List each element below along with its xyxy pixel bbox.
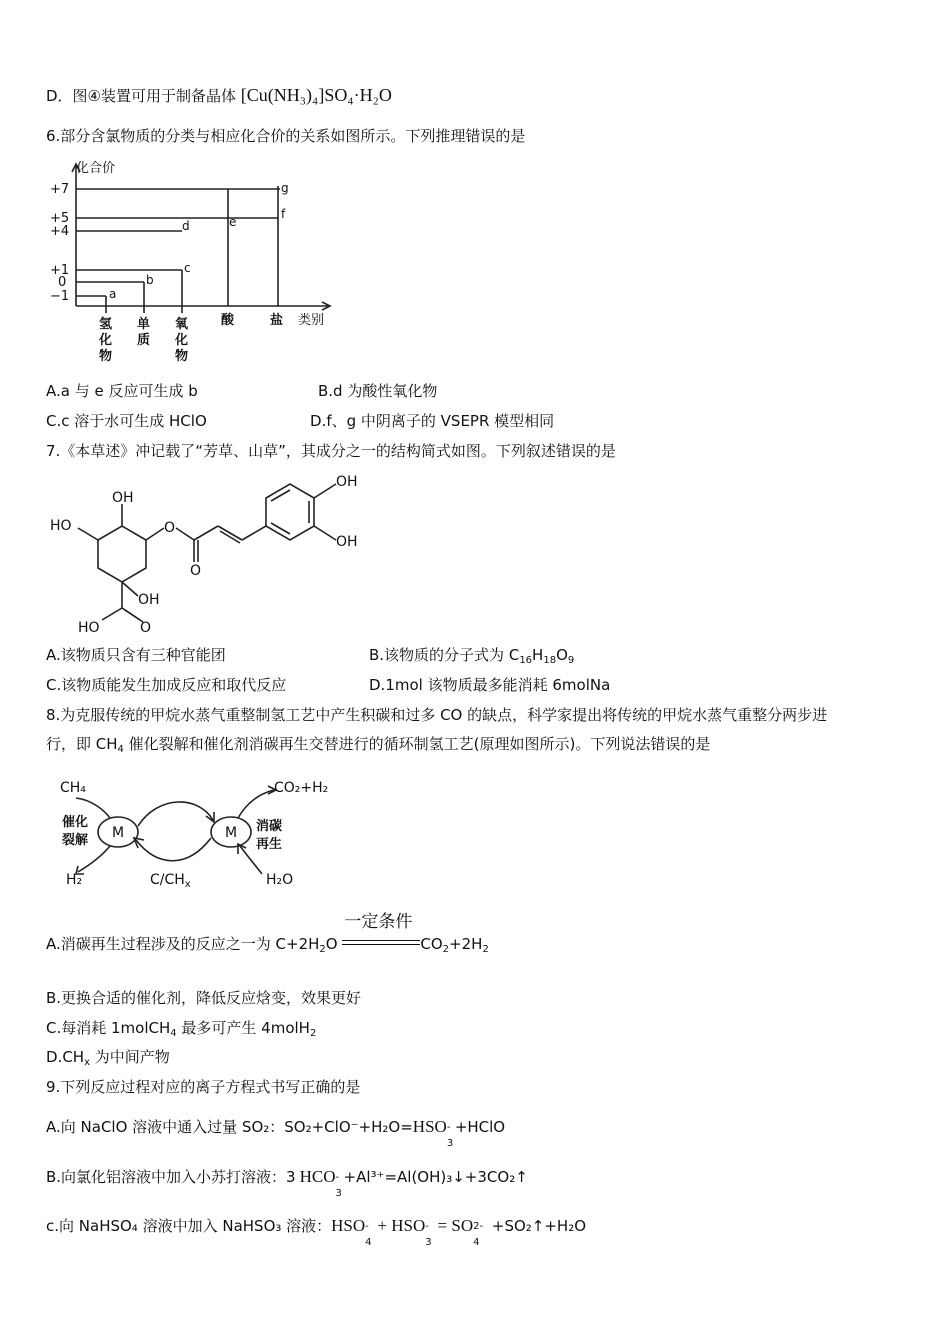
label-oh-benzene-bottom: OH: [336, 534, 358, 550]
q9-option-b: B.向氯化铝溶液中加入小苏打溶液：3 HCO - 3 +Al³⁺=Al(OH)₃↓+3CO₂↑: [46, 1167, 528, 1199]
q8-stem-line2: 行，即 $CH_4$ 催化裂解和催化剂消碳再生交替进行的循环制氢工艺(原理如图所示)。下列说法错误的是: [46, 735, 711, 755]
cat-element-1: 单: [137, 317, 151, 332]
tick-minus1: −1: [50, 289, 70, 304]
label-ho-left: HO: [50, 518, 72, 534]
label-cat-2: 裂解: [62, 833, 89, 848]
tick-plus1: +1: [50, 263, 70, 278]
q7-structure: [48, 470, 378, 640]
label-co2h2: CO₂+H₂: [274, 780, 329, 796]
q9-option-c: c.向 NaHSO₄ 溶液中加入 NaHSO₃ 溶液：HSO - 4 + HSO - 3 = SO 2- 4 +SO₂↑+H₂O: [46, 1216, 587, 1248]
label-cat-1: 催化: [62, 815, 89, 830]
label-m-right: M: [225, 825, 238, 841]
q8-option-c: C.每消耗 1molCH$_4$ 最多可产生 4molH$_2$: [46, 1019, 317, 1039]
q5-option-d-formula: [Cu(NH₃)₄]SO₄·H₂O: [240, 85, 392, 105]
label-oh-quaternary: OH: [138, 592, 160, 608]
q6-stem: 6.部分含氯物质的分类与相应化合价的关系如图所示。下列推理错误的是: [46, 127, 526, 145]
q5-option-d: [46, 85, 392, 106]
tick-plus4: +4: [50, 224, 70, 239]
q8-option-b: B.更换合适的催化剂，降低反应焓变，效果更好: [46, 989, 362, 1007]
label-regen-2: 再生: [256, 837, 283, 852]
label-ch4: CH₄: [60, 780, 86, 796]
q6-option-c: C.c 溶于水可生成 HClO: [46, 412, 207, 430]
q7-option-c: C.该物质能发生加成反应和取代反应: [46, 676, 287, 694]
label-h2o: H₂O: [266, 872, 294, 888]
point-b: b: [146, 273, 154, 287]
cyclohexane-ring: [98, 526, 146, 582]
tick-plus5: +5: [50, 211, 70, 226]
arc-top: [138, 802, 213, 826]
point-e: e: [229, 215, 237, 229]
cat-salt: 盐: [270, 313, 284, 328]
cat-hydride-3: 物: [99, 349, 113, 364]
q6-option-d: D.f、g 中阴离子的 VSEPR 模型相同: [310, 412, 555, 430]
label-o-carbonyl: O: [190, 563, 202, 579]
q7-stem: 7.《本草述》冲记载了“芳草、山草”，其成分之一的结构简式如图。下列叙述错误的是: [46, 442, 616, 460]
q5-option-d-text: D．图④装置可用于制备晶体: [46, 87, 236, 105]
label-c-chx: $C/CH_x$: [150, 872, 191, 890]
cat-acid: 酸: [221, 313, 235, 328]
point-a: a: [109, 287, 117, 301]
tick-0: 0: [58, 275, 67, 290]
q8-stem-line1: 8.为克服传统的甲烷水蒸气重整制氢工艺中产生积碳和过多 CO 的缺点，科学家提出将传统的甲烷水蒸气重整分两步进: [46, 706, 828, 724]
y-axis-title: 化合价: [76, 161, 116, 176]
q7-option-a: A.该物质只含有三种官能团: [46, 646, 226, 664]
cat-hydride-2: 化: [99, 333, 113, 348]
q7-option-b: B.该物质的分子式为 $C_{16}H_{18}O_9$: [369, 646, 575, 666]
label-ho-acid: HO: [78, 620, 100, 636]
cat-oxide-3: 物: [175, 349, 189, 364]
q8-option-d: $D.CH_x$ 为中间产物: [46, 1048, 170, 1068]
point-d: d: [182, 219, 190, 233]
q6-option-a: A.a 与 e 反应可生成 b: [46, 382, 198, 400]
label-h2: H₂: [66, 872, 83, 888]
cat-oxide-2: 化: [175, 333, 189, 348]
cat-element-2: 质: [137, 333, 151, 348]
cat-oxide-1: 氧: [175, 317, 189, 332]
cat-hydride-1: 氢: [99, 317, 113, 332]
x-axis-title: 类别: [298, 313, 325, 328]
reaction-condition: 一定条件: [344, 912, 413, 931]
q6-option-b: B.d 为酸性氧化物: [318, 382, 438, 400]
label-regen-1: 消碳: [256, 819, 283, 834]
label-oh-benzene-top: OH: [336, 474, 358, 490]
q9-stem: 9.下列反应过程对应的离子方程式书写正确的是: [46, 1078, 361, 1096]
label-o-acid: O: [140, 620, 152, 636]
q7-option-d: D.1mol 该物质最多能消耗 6molNa: [369, 676, 611, 694]
point-f: f: [281, 207, 286, 221]
q6-valence-chart: [48, 158, 348, 370]
q8-cycle-diagram: [48, 770, 348, 895]
q8-option-a: A.消碳再生过程涉及的反应之一为 $C+2H_2O$ 一定条件 $CO_2+2H_2$: [46, 912, 489, 955]
label-m-left: M: [112, 825, 125, 841]
reaction-condition-arrow: [342, 912, 420, 954]
arc-bottom: [136, 838, 211, 861]
q9-option-a: A.向 NaClO 溶液中通入过量 SO₂：SO₂+ClO⁻+H₂O=HSO - 3 +HClO: [46, 1117, 506, 1149]
point-c: c: [184, 261, 191, 275]
benzene-ring: [266, 484, 314, 540]
tick-plus7: +7: [50, 182, 70, 197]
label-oh-top: OH: [112, 490, 134, 506]
point-g: g: [281, 181, 289, 195]
label-o-ester: O: [164, 520, 176, 536]
